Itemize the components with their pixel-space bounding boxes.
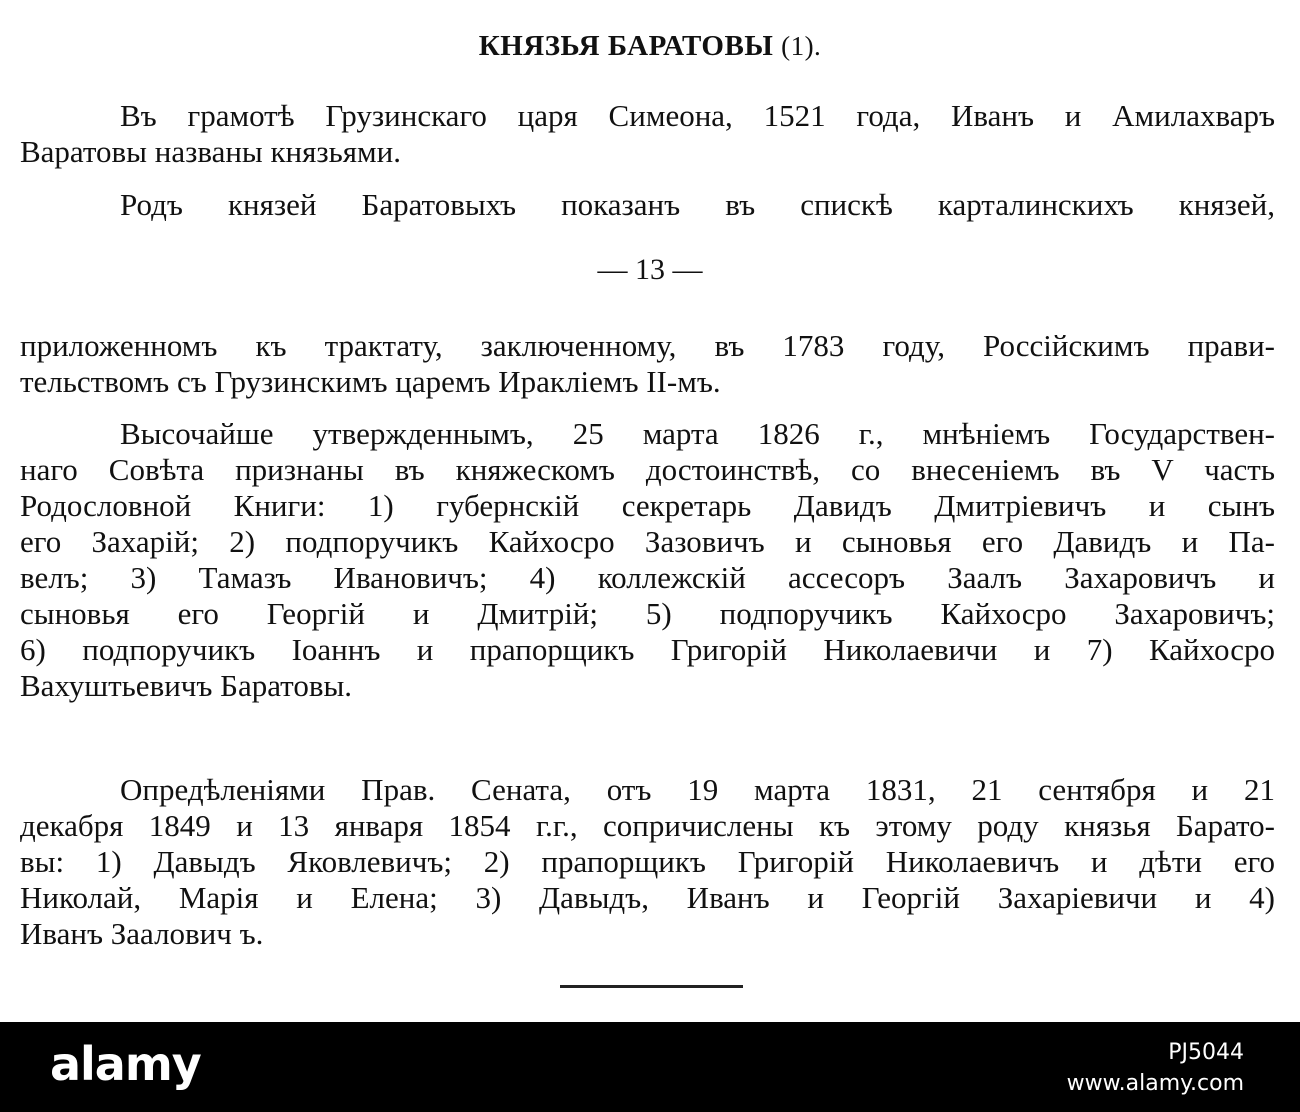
watermark-logo: alamy — [50, 1037, 201, 1091]
watermark-site: www.alamy.com — [1066, 1071, 1244, 1096]
title-text: КНЯЗЬЯ БАРАТОВЫ — [478, 30, 774, 62]
paragraph-3 — [20, 328, 1275, 400]
paragraph-2 — [20, 187, 1275, 223]
page-number: — 13 — — [597, 253, 703, 286]
title-note: (1). — [781, 31, 822, 61]
text-line: Родъ князей Баратовыхъ показанъ въ спискѣ карталинскихъ князей, — [120, 187, 1275, 222]
text-line: тельствомъ съ Грузинскимъ царемъ Иракліемъ II-мъ. — [20, 364, 721, 399]
text-line: Николай, Марія и Елена; 3) Давыдъ, Иванъ и Георгій Захаріевичи и 4) — [20, 880, 1275, 915]
text-line: Варатовы названы князьями. — [20, 134, 402, 169]
end-rule — [560, 985, 743, 988]
text-line: Опредѣленіями Прав. Сената, отъ 19 марта 1831, 21 сентября и 21 — [120, 772, 1275, 807]
text-line: Иванъ Заалович ъ. — [20, 916, 264, 951]
text-line: велъ; 3) Тамазъ Ивановичъ; 4) коллежскій ассесоръ Заалъ Захаровичъ и — [20, 560, 1275, 595]
text-line: его Захарій; 2) подпоручикъ Кайхосро Зазовичъ и сыновья его Давидъ и Па- — [20, 524, 1275, 559]
text-line: Въ грамотѣ Грузинскаго царя Симеона, 1521 года, Иванъ и Амилахваръ — [120, 98, 1275, 133]
text-line: сыновья его Георгій и Дмитрій; 5) подпоручикъ Кайхосро Захаровичъ; — [20, 596, 1275, 631]
text-line: 6) подпоручикъ Іоаннъ и прапорщикъ Григорій Николаевичи и 7) Кайхосро — [20, 632, 1275, 667]
document-title — [0, 30, 1300, 63]
text-line: приложенномъ къ трактату, заключенному, въ 1783 году, Россійскимъ прави- — [20, 328, 1275, 363]
paragraph-1 — [20, 98, 1275, 170]
text-line: Родословной Книги: 1) губернскій секретарь Давидъ Дмитріевичъ и сынъ — [20, 488, 1275, 523]
watermark-image-id: PJ5044 — [1168, 1040, 1244, 1065]
text-line: Вахуштьевичъ Баратовы. — [20, 668, 353, 703]
text-line: Высочайше утвержденнымъ, 25 марта 1826 г., мнѣніемъ Государствен- — [120, 416, 1275, 451]
text-line: вы: 1) Давыдъ Яковлевичъ; 2) прапорщикъ Григорій Николаевичъ и дѣти его — [20, 844, 1275, 879]
text-line: наго Совѣта признаны въ княжескомъ достоинствѣ, со внесеніемъ въ V часть — [20, 452, 1275, 487]
paragraph-4 — [20, 416, 1275, 704]
text-line: декабря 1849 и 13 января 1854 г.г., сопричислены къ этому роду князья Барато- — [20, 808, 1275, 843]
paragraph-5 — [20, 772, 1275, 952]
